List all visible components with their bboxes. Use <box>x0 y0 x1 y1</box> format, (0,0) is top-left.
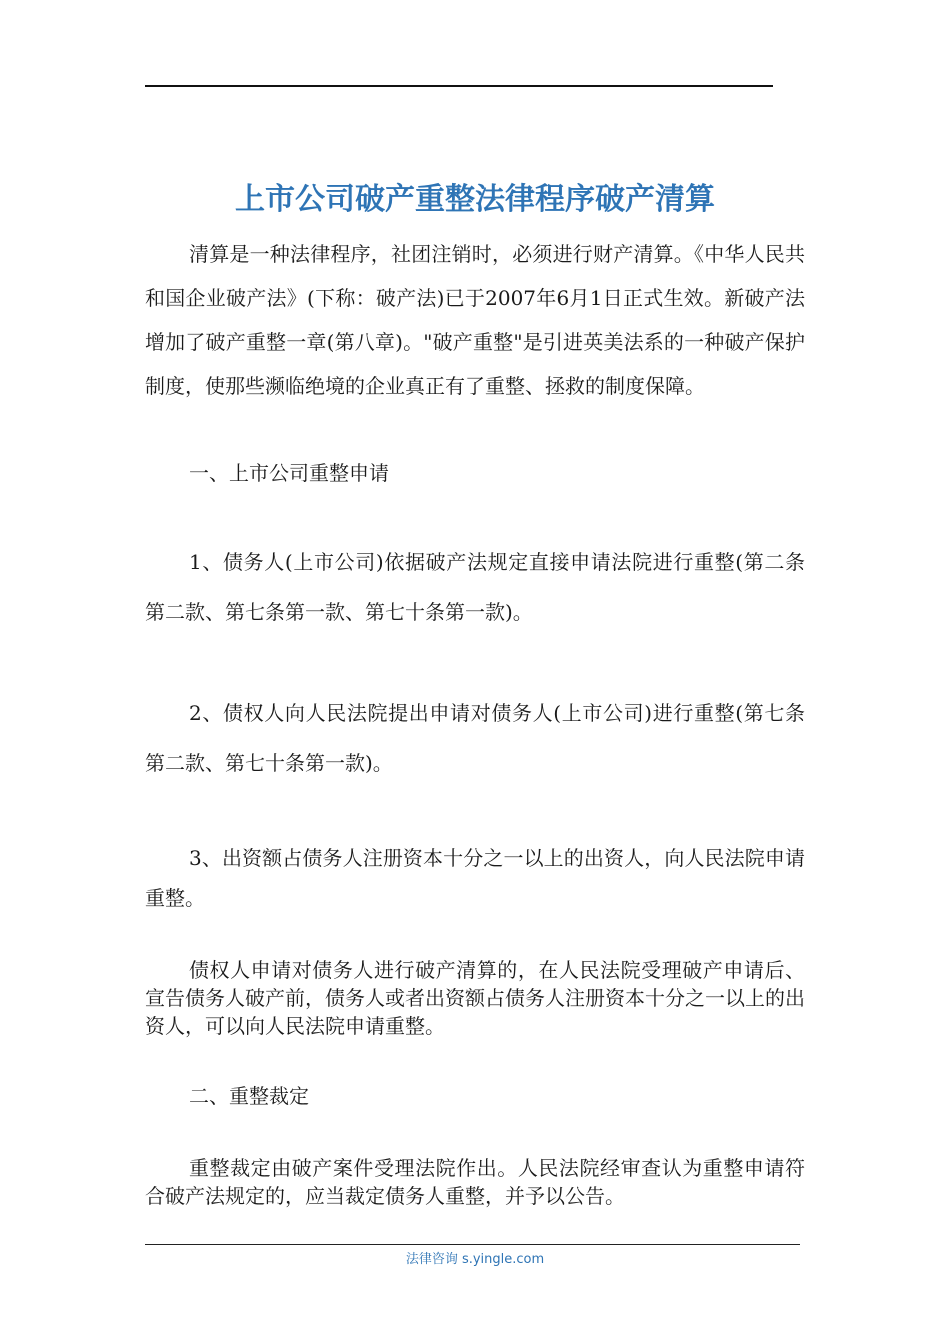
paragraph-item-2: 2、债权人向人民法院提出申请对债务人(上市公司)进行重整(第七条第二款、第七十条第一款)。 <box>145 701 805 775</box>
paragraph-item-1: 1、债务人(上市公司)依据破产法规定直接申请法院进行重整(第二条第二款、第七条第一款、第七十条第一款)。 <box>145 550 805 624</box>
footer-link[interactable]: 法律咨询 s.yingle.com <box>405 1252 545 1267</box>
paragraph-creditor: 债权人申请对债务人进行破产清算的，在人民法院受理破产申请后、宣告债务人破产前，债务人或者出资额占债务人注册资本十分之一以上的出资人，可以向人民法院申请重整。 <box>145 958 805 1038</box>
paragraph-intro: 清算是一种法律程序，社团注销时，必须进行财产清算。《中华人民共和国企业破产法》(下称：破产法)已于2007年6月1日正式生效。新破产法增加了破产重整一章(第八章)。"破产重整"是引进英美法系的一种破产保护制度，使那些濒临绝境的企业真正有了重整、拯救的制度保障。 <box>145 242 805 398</box>
paragraph-item-3: 3、出资额占债务人注册资本十分之一以上的出资人，向人民法院申请重整。 <box>145 846 805 910</box>
section-heading-1: 一、上市公司重整申请 <box>189 461 389 485</box>
section-heading-2: 二、重整裁定 <box>189 1084 309 1108</box>
paragraph-ruling: 重整裁定由破产案件受理法院作出。人民法院经审查认为重整申请符合破产法规定的，应当裁定债务人重整，并予以公告。 <box>145 1156 805 1208</box>
document-title: 上市公司破产重整法律程序破产清算 <box>235 182 715 217</box>
footer-rule <box>145 1244 800 1245</box>
header-rule <box>145 85 773 87</box>
